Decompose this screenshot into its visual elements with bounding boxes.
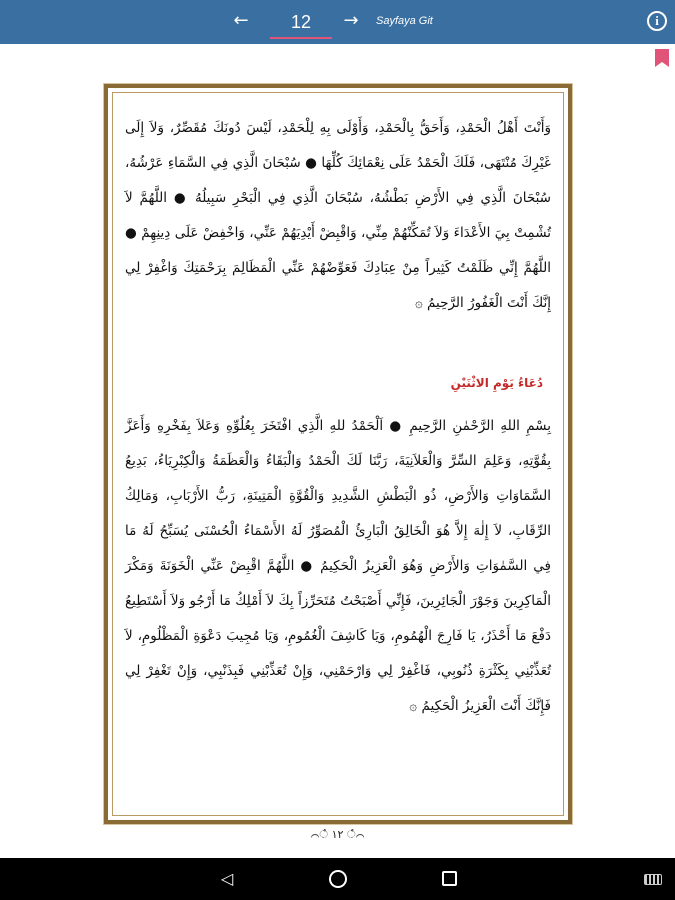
system-navigation-bar <box>0 858 675 900</box>
prayer-paragraph: بِسْمِ اللهِ الرَّحْمٰنِ الرَّحِيمِ ● اَلْحَمْدُ للهِ الَّذِي افْتَخَرَ بِعُلُوِّهِ وَعَلاَ بِفَخْرِهِ وَأَعَزَّ بِقُوَّتِهِ، وَعَلِمَ السِّرَّ وَالْعَلاَنِيَةَ، رَبَّنَا لَكَ الْحَمْدُ وَالْبَقَاءُ وَالْعَظَمَةُ وَالْكِبْرِيَاءُ، بَدِيعُ السَّمَاوَاتِ وَالأَرْضِ، ذُو الْبَطْشِ الشَّدِيدِ وَالْقُوَّةِ الْمَتِينَةِ، رَبُّ الأَرْبَابِ، وَمَالِكُ الرِّقَابِ، لاَ إِلٰهَ إِلاَّ هُوَ الْخَالِقُ الْبَارِئُ الْمُصَوِّرُ لَهُ الأَسْمَاءُ الْحُسْنَى يُسَبِّحُ لَهُ مَا فِي السَّمٰوَاتِ وَالأَرْضِ وَهُوَ الْعَزِيزُ الْحَكِيمُ ● اللَّهُمَّ اقْبِضْ عَنِّي الْخَوَنَةَ وَمَكْرَ الْمَاكِرِينَ وَجَوْرَ الْجَائِرِينَ، فَإِنِّي أَصْبَحْتُ مُتَحَرِّزاً بِكَ لاَ أَمْلِكُ مَا أَرْجُو وَلاَ أَسْتَطِيعُ دَفْعَ مَا أَحْذَرُ، يَا فَارِجَ الْهُمُومِ، وَيَا كَاشِفَ الْغُمُومِ، وَيَا مُجِيبَ دَعْوَةِ الْمَظْلُومِ، لاَ تُعَذِّبْنِي بِكَثْرَةِ ذُنُوبِي، فَاغْفِرْ لِي وَارْحَمْنِي، وَإِنْ تُعَذِّبْنِي فَبِذَنْبِي، وَإِنْ تَغْفِرْ لِي فَإِنَّكَ أَنْتَ الْعَزِيزُ الْحَكِيمُ ۞ <box>125 418 551 714</box>
back-triangle-icon[interactable]: ◁ <box>220 869 234 888</box>
page-frame <box>112 92 564 816</box>
arrow-right-icon[interactable]: → <box>343 10 359 31</box>
footer-page-number: ١٢ <box>331 828 344 841</box>
app-toolbar <box>0 0 675 44</box>
prayer-paragraph: وَأَنْتَ أَهْلُ الْحَمْدِ، وَأَحَقُّ بِالْحَمْدِ، وَأَوْلَى بِهِ لِلْحَمْدِ، لَيْسَ دُونَكَ مُقَصِّرٌ، وَلاَ إِلَى غَيْرِكَ مُنْتَهَى، فَلَكَ الْحَمْدُ عَلَى نِعْمَائِكَ كُلِّهَا ● سُبْحَانَ الَّذِي فِي السَّمَاءِ عَرْشُهُ، سُبْحَانَ الَّذِي فِي الأَرْضِ بَطْشُهُ، سُبْحَانَ الَّذِي فِي الْبَحْرِ سَبِيلُهُ ● اللَّهُمَّ لاَ تُشْمِتْ بِيَ الأَعْدَاءَ وَلاَ تُمَكِّنْهُمْ مِنِّي، وَاقْبِضْ أَيْدِيَهُمْ عَنِّي، وَاخْفِضْ عَلَى دِينِهِمْ ● اللَّهُمَّ إِنِّي ظَلَمْتُ كَثِيراً مِنْ عِبَادِكَ فَعَوِّضْهُمْ عَنِّي الْمَظَالِمَ بِرَحْمَتِكَ وَاغْفِرْ لِي إِنَّكَ أَنْتَ الْغَفُورُ الرَّحِيمُ ۞ <box>125 120 551 311</box>
footer-ornament-right: ഀ⌒ <box>346 828 365 841</box>
home-circle-icon[interactable] <box>329 870 347 888</box>
info-icon[interactable]: i <box>647 11 667 31</box>
section-title: دُعَاءُ يَوْمِ الاثْنَيْنِ <box>450 376 543 390</box>
page-footer <box>285 826 390 844</box>
prayer-text-block-2 <box>125 409 551 724</box>
page-number-input[interactable] <box>270 7 332 39</box>
footer-ornament-left: ⌒ഀ <box>310 828 329 841</box>
recents-square-icon[interactable] <box>442 871 457 886</box>
prayer-text-block-1 <box>125 111 551 321</box>
arrow-left-icon[interactable]: ← <box>233 10 249 31</box>
goto-page-button[interactable]: Sayfaya Git <box>376 15 433 27</box>
keyboard-icon[interactable] <box>644 874 662 885</box>
bookmark-icon[interactable] <box>655 49 669 67</box>
book-page <box>104 84 572 824</box>
